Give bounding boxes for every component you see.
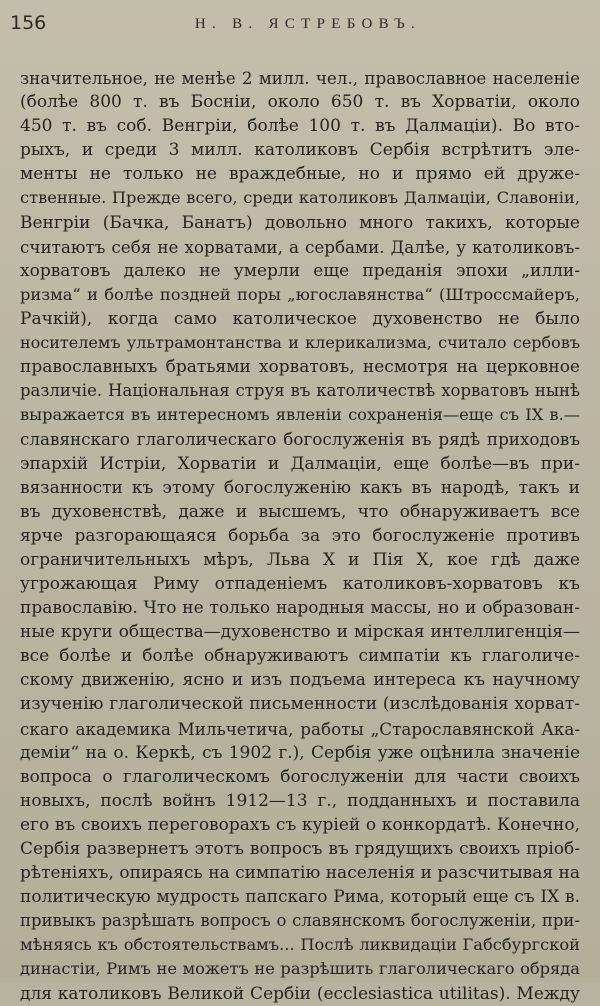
text-line: его въ своихъ переговорахъ съ куріей о конкордатѣ. Конечно, [20, 814, 580, 835]
text-line: мѣняясь къ обстоятельствамъ... Послѣ ликвидаціи Габсбургской [20, 935, 580, 955]
text-line: вопроса о глаголическомъ богослуженіи для части своихъ [20, 766, 580, 787]
text-line: менты не только не враждебные, но и прямо ей друже- [20, 164, 580, 185]
text-line: все болѣе и болѣе обнаруживаютъ симпатіи къ глаголиче- [20, 646, 580, 667]
running-title: Н. В. ЯСТРЕБОВЪ. [194, 16, 422, 32]
text-line: ные круги общества—духовенство и мірская интеллигенція— [20, 622, 580, 643]
page-header [10, 10, 586, 40]
text-line: въ духовенствѣ, даже и высшемъ, что обнаруживаетъ все [20, 501, 580, 522]
text-line: Сербія развернетъ этотъ вопросъ въ грядущихъ своихъ пріоб- [20, 839, 580, 859]
text-line: православію. Что не только народныя массы, но и образован- [20, 598, 580, 619]
text-line: носителемъ ультрамонтанства и клерикализма, считало сербовъ [20, 333, 580, 353]
text-line: скаго академика Мильчетича, работы „Старославянской Ака- [20, 718, 580, 739]
text-line: вязанности къ этому богослуженію какъ въ народѣ, такъ и [20, 477, 580, 498]
text-line: православныхъ братьями хорватовъ, несмотря на церковное [20, 357, 580, 378]
text-line: Рачкій), когда само католическое духовенство не было [20, 308, 580, 329]
text-line: различіе. Національная струя въ католичествѣ хорватовъ нынѣ [20, 381, 580, 401]
text-line: привыкъ разрѣшать вопросъ о славянскомъ богослуженіи, при- [20, 911, 580, 931]
body-text [20, 66, 580, 1006]
text-line: династіи, Римъ не можетъ не разрѣшить глаголическаго обряда [20, 959, 580, 979]
text-line: деміи“ на о. Керкѣ, съ 1902 г.), Сербія уже оцѣнила значеніе [20, 742, 580, 763]
text-line: угрожающая Риму отпаденіемъ католиковъ-хорватовъ къ [20, 573, 580, 594]
text-line: ограничительныхъ мѣръ, Льва X и Пія X, кое гдѣ даже [20, 549, 580, 570]
text-line: скому движенію, ясно и изъ подъема интереса къ научному [20, 670, 580, 691]
text-line: для католиковъ Великой Сербіи (ecclesiastica utilitas). Между [20, 983, 580, 1004]
text-line: значительное, не менѣе 2 милл. чел., православное населеніе [20, 68, 580, 88]
text-line: рыхъ, и среди 3 милл. католиковъ Сербія встрѣтитъ эле- [20, 140, 580, 161]
page-number: 156 [10, 12, 47, 34]
text-line: (болѣе 800 т. въ Босніи, около 650 т. въ Хорватіи, около [20, 92, 580, 113]
text-line: изученію глаголической письменности (изслѣдованія хорват- [20, 694, 580, 715]
text-line: ярче разгорающаяся борьба за это богослуженіе противъ [20, 525, 580, 546]
text-line: ризма“ и болѣе поздней поры „югославянства“ (Штроссмайеръ, [20, 284, 580, 304]
text-line: рѣтеніяхъ, опираясь на симпатію населенія и разсчитывая на [20, 863, 580, 884]
text-line: выражается въ интересномъ явленіи сохраненія—еще съ IX в.— [20, 405, 580, 425]
text-line: новыхъ, послѣ войнъ 1912—13 г., подданныхъ и поставила [20, 790, 580, 811]
text-line: Венгріи (Бачка, Банатъ) довольно много такихъ, которые [20, 212, 580, 233]
text-line: хорватовъ далеко не умерли еще преданія эпохи „илли- [20, 260, 580, 281]
text-line: ственные. Прежде всего, среди католиковъ Далмаціи, Славоніи, [20, 188, 580, 208]
text-line: считаютъ себя не хорватами, а сербами. Далѣе, у католиковъ- [20, 236, 580, 257]
text-line: политическую мудрость папскаго Рима, который еще съ IX в. [20, 887, 580, 908]
text-line: 450 т. въ соб. Венгріи, болѣе 100 т. въ Далмаціи). Во вто- [20, 116, 580, 137]
text-line: славянскаго глаголическаго богослуженія въ рядѣ приходовъ [20, 429, 580, 450]
text-line: эпархій Истріи, Хорватіи и Далмаціи, еще болѣе—въ при- [20, 453, 580, 474]
